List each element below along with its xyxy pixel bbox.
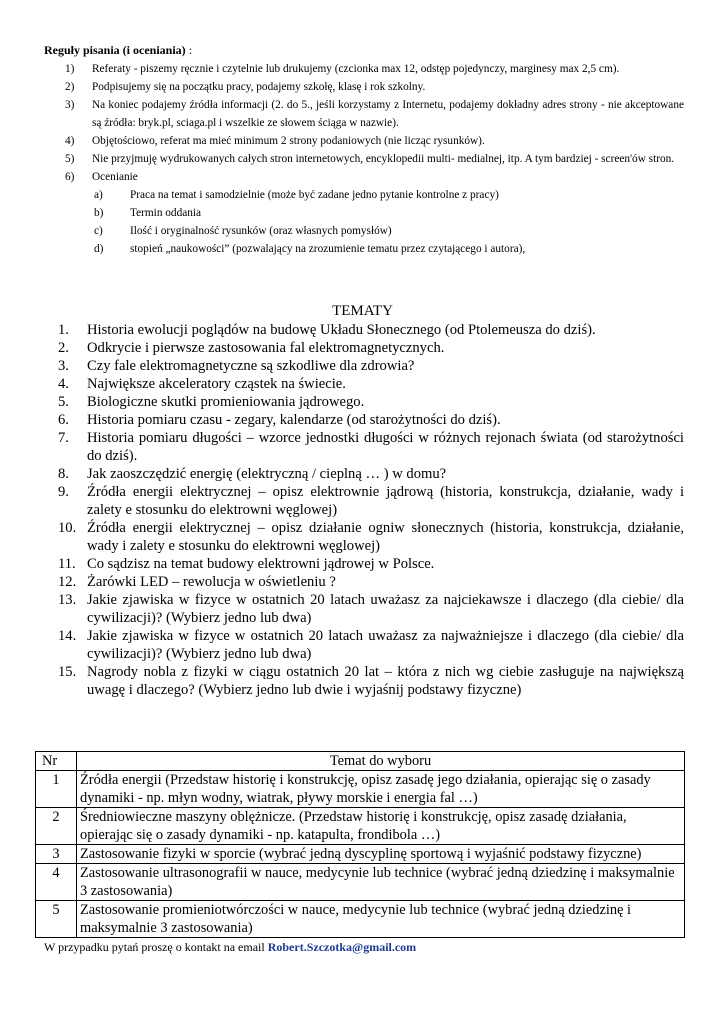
header-nr: Nr	[36, 752, 77, 771]
rule-number: 5)	[65, 153, 75, 165]
topic-number: 2.	[58, 340, 69, 356]
topic-text: Żarówki LED – rewolucja w oświetleniu ?	[87, 574, 336, 590]
topic-number: 8.	[58, 466, 69, 482]
table-header-row	[36, 752, 685, 771]
topic-number: 15.	[58, 664, 77, 680]
topic-number: 7.	[58, 430, 69, 446]
grading-letter: c)	[94, 225, 103, 237]
rule-item	[44, 78, 684, 96]
topic-item	[58, 465, 684, 483]
topics-list	[58, 321, 684, 699]
topic-item	[58, 429, 684, 465]
topic-text: Jakie zjawiska w fizyce w ostatnich 20 latach uważasz za najważniejsze i dlaczego (dla ciebie/ dla cywilizacji)? (Wybierz jedno lub dwa)	[87, 628, 684, 662]
row-topic: Średniowieczne maszyny oblężnicze. (Przedstaw historię i konstrukcję, opisz zasadę działania, opierając się o zasady dynamiki - np. katapulta, frondibola …)	[77, 808, 685, 845]
rule-number: 1)	[65, 63, 75, 75]
topic-item	[58, 483, 684, 519]
header-topic: Temat do wyboru	[77, 752, 685, 771]
topic-item	[58, 573, 684, 591]
topic-number: 6.	[58, 412, 69, 428]
rule-number: 3)	[65, 99, 75, 111]
row-topic: Źródła energii (Przedstaw historię i konstrukcję, opisz zasadę jego działania, opierając się o zasady dynamiki - np. młyn wodny, wiatrak, pływy morskie i energia fal …)	[77, 771, 685, 808]
topic-item	[58, 627, 684, 663]
topic-text: Źródła energii elektrycznej – opisz działanie ogniw słonecznych (historia, konstrukcja, działanie, wady i zalety e stosunku do elektrowni węglowej)	[87, 520, 684, 554]
topic-text: Co sądzisz na temat budowy elektrowni jądrowej w Polsce.	[87, 556, 435, 572]
row-topic: Zastosowanie fizyki w sporcie (wybrać jedną dyscyplinę sportową i wyjaśnić podstawy fizyczne)	[77, 845, 685, 864]
row-nr: 3	[36, 845, 77, 864]
topic-item	[58, 411, 684, 429]
row-nr: 2	[36, 808, 77, 845]
topic-number: 9.	[58, 484, 69, 500]
footer-text: W przypadku pytań proszę o kontakt na email	[44, 940, 268, 954]
grading-text: stopień „naukowości” (pozwalający na zrozumienie tematu przez czytającego i autora),	[130, 243, 526, 255]
row-nr: 1	[36, 771, 77, 808]
grading-item	[92, 240, 684, 258]
grading-item	[92, 204, 684, 222]
topic-item	[58, 357, 684, 375]
rule-number: 2)	[65, 81, 75, 93]
row-topic: Zastosowanie promieniotwórczości w nauce, medycynie lub technice (wybrać jedną dziedzinę i maksymalnie 3 zastosowania)	[77, 901, 685, 938]
topic-text: Źródła energii elektrycznej – opisz elektrownie jądrową (historia, konstrukcja, działanie, wady i zalety e stosunku do elektrowni węglowej)	[87, 484, 684, 518]
topic-text: Odkrycie i pierwsze zastosowania fal elektromagnetycznych.	[87, 340, 445, 356]
topic-number: 4.	[58, 376, 69, 392]
rules-title	[44, 43, 192, 58]
topic-text: Historia ewolucji poglądów na budowę Układu Słonecznego (od Ptolemeusza do dziś).	[87, 322, 596, 338]
rule-item	[44, 168, 684, 186]
rule-item	[44, 150, 684, 168]
table-row	[36, 845, 685, 864]
table-row	[36, 808, 685, 845]
rule-text: Na koniec podajemy źródła informacji (2. do 5., jeśli korzystamy z Internetu, podajemy dokładny adres strony - nie akceptowane są źródła: bryk.pl, sciaga.pl i wszelkie ze słowem ściąga w nazwie).	[92, 99, 684, 129]
row-topic: Zastosowanie ultrasonografii w nauce, medycynie lub technice (wybrać jedną dziedzinę i maksymalnie 3 zastosowania)	[77, 864, 685, 901]
topic-number: 14.	[58, 628, 77, 644]
rule-text: Ocenianie	[92, 171, 138, 183]
grading-item	[92, 186, 684, 204]
topic-number: 12.	[58, 574, 77, 590]
topic-item	[58, 339, 684, 357]
topic-number: 5.	[58, 394, 69, 410]
topic-text: Jakie zjawiska w fizyce w ostatnich 20 latach uważasz za najciekawsze i dlaczego (dla ciebie/ dla cywilizacji)? (Wybierz jedno lub dwa)	[87, 592, 684, 626]
topic-item	[58, 375, 684, 393]
grading-text: Praca na temat i samodzielnie (może być zadane jedno pytanie kontrolne z pracy)	[130, 189, 499, 201]
topic-text: Czy fale elektromagnetyczne są szkodliwe dla zdrowia?	[87, 358, 415, 374]
table-row	[36, 901, 685, 938]
topic-text: Historia pomiaru długości – wzorce jednostki długości w różnych rejonach świata (od starożytności do dziś).	[87, 430, 684, 464]
topic-text: Nagrody nobla z fizyki w ciągu ostatnich 20 lat – która z nich wg ciebie zasługuje na największą uwagę i dlaczego? (Wybierz jedno lub dwie i wyjaśnij podstawy fizyczne)	[87, 664, 684, 698]
grading-item	[92, 222, 684, 240]
topic-text: Jak zaoszczędzić energię (elektryczną / cieplną … ) w domu?	[87, 466, 447, 482]
table-row	[36, 771, 685, 808]
contact-footer	[44, 940, 416, 955]
grading-letter: d)	[94, 243, 104, 255]
rule-text: Podpisujemy się na początku pracy, podajemy szkołę, klasę i rok szkolny.	[92, 81, 426, 93]
grading-text: Ilość i oryginalność rysunków (oraz własnych pomysłów)	[130, 225, 392, 237]
grading-text: Termin oddania	[130, 207, 202, 219]
table-row	[36, 864, 685, 901]
row-nr: 4	[36, 864, 77, 901]
topic-number: 13.	[58, 592, 77, 608]
topic-number: 3.	[58, 358, 69, 374]
contact-email-link[interactable]: Robert.Szczotka@gmail.com	[267, 940, 417, 954]
topic-item	[58, 555, 684, 573]
rules-title-suffix: :	[185, 43, 193, 57]
rule-text: Referaty - piszemy ręcznie i czytelnie lub drukujemy (czcionka max 12, odstęp pojedynczy, marginesy max 2,5 cm).	[92, 63, 620, 75]
rule-text: Nie przyjmuję wydrukowanych całych stron internetowych, encyklopedii multi- medialnej, itp. A tym bardziej - screen'ów stron.	[92, 153, 675, 165]
rule-number: 6)	[65, 171, 75, 183]
topic-text: Największe akceleratory cząstek na świecie.	[87, 376, 346, 392]
rule-item	[44, 132, 684, 150]
grading-letter: a)	[94, 189, 103, 201]
rule-number: 4)	[65, 135, 75, 147]
rules-title-text: Reguły pisania (i oceniania)	[44, 43, 186, 57]
topic-item	[58, 393, 684, 411]
topic-number: 11.	[58, 556, 76, 572]
row-nr: 5	[36, 901, 77, 938]
topic-text: Historia pomiaru czasu - zegary, kalendarze (od starożytności do dziś).	[87, 412, 501, 428]
topics-heading: TEMATY	[332, 303, 393, 319]
topic-number: 10.	[58, 520, 77, 536]
rule-text: Objętościowo, referat ma mieć minimum 2 strony podaniowych (nie licząc rysunków).	[92, 135, 485, 147]
rule-item	[44, 96, 684, 132]
topic-item	[58, 591, 684, 627]
topic-item	[58, 321, 684, 339]
topic-item	[58, 519, 684, 555]
rule-item	[44, 60, 684, 78]
topic-number: 1.	[58, 322, 69, 338]
rules-list	[44, 60, 684, 258]
topic-text: Biologiczne skutki promieniowania jądrowego.	[87, 394, 365, 410]
topic-item	[58, 663, 684, 699]
grading-letter: b)	[94, 207, 104, 219]
topic-choice-table	[35, 751, 685, 938]
